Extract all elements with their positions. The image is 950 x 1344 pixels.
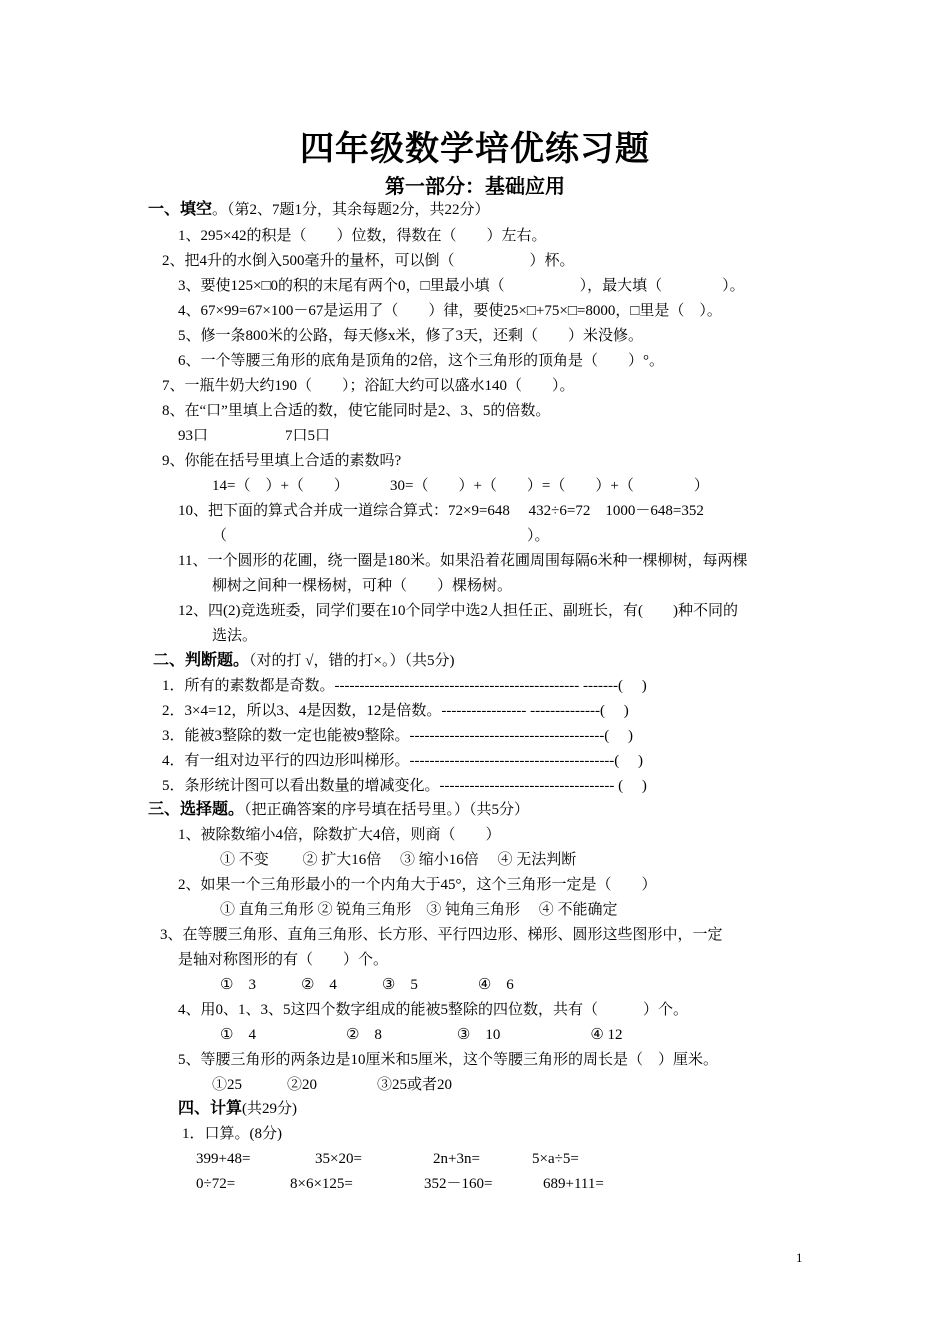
s1-question-2: 2、把4升的水倒入500毫升的量杯，可以倒（ ）杯。 <box>162 253 575 269</box>
s3-question-3-options: ① 3 ② 4 ③ 5 ④ 6 <box>220 977 514 993</box>
s3-question-3-cont: 是轴对称图形的有（ ）个。 <box>178 952 389 968</box>
s1-question-9-item-b: 30=（ ）+（ ）=（ ）+（ ） <box>390 478 709 494</box>
calc-item: 689+111= <box>543 1176 604 1192</box>
s1-question-10: 10、把下面的算式合并成一道综合算式：72×9=648 432÷6=72 1000－648=352 <box>178 503 704 519</box>
calc-item: 352－160= <box>424 1176 493 1192</box>
s3-question-5-options: ①25 ②20 ③25或者20 <box>212 1077 453 1093</box>
s3-question-2: 2、如果一个三角形最小的一个内角大于45°，这个三角形一定是（ ） <box>178 877 657 893</box>
s1-question-1: 1、295×42的积是（ ）位数，得数在（ ）左右。 <box>178 228 547 244</box>
s2-question-5: 5．条形统计图可以看出数量的增减变化。----------------------------------- ( ) <box>162 778 647 794</box>
s1-question-11: 11、一个圆形的花圃，绕一圈是180米。如果沿着花圃周围每隔6米种一棵柳树，每两棵 <box>178 553 748 569</box>
s3-question-5: 5、等腰三角形的两条边是10厘米和5厘米，这个等腰三角形的周长是（ ）厘米。 <box>178 1052 719 1068</box>
calc-item: 8×6×125= <box>290 1176 353 1192</box>
s1-question-9-item-a: 14=（ ）+（ ） <box>212 478 349 494</box>
s2-question-2: 2．3×4=12，所以3、4是因数，12是倍数。----------------- --------------( ) <box>162 703 629 719</box>
s1-question-5: 5、修一条800米的公路，每天修x米，修了3天，还剩（ ）米没修。 <box>178 328 644 344</box>
s2-question-4: 4．有一组对边平行的四边形叫梯形。-----------------------------------------( ) <box>162 753 644 769</box>
s1-question-11-cont: 柳树之间种一棵杨树，可种（ ）棵杨树。 <box>212 578 513 594</box>
section-3-heading: 三、选择题。（把正确答案的序号填在括号里。）（共5分） <box>148 801 530 818</box>
calc-item: 399+48= <box>196 1151 251 1167</box>
s1-question-10-answer: （ ）。 <box>212 528 550 544</box>
s1-question-8-item-a: 93口 <box>178 428 209 444</box>
s2-question-3: 3．能被3整除的数一定也能被9整除。---------------------------------------( ) <box>162 728 634 744</box>
s1-question-3: 3、要使125×□0的积的末尾有两个0，□里最小填（ ），最大填（ ）。 <box>178 278 745 294</box>
calc-item: 2n+3n= <box>433 1151 480 1167</box>
calc-item: 35×20= <box>315 1151 362 1167</box>
s3-question-1: 1、被除数缩小4倍，除数扩大4倍，则商（ ） <box>178 827 501 843</box>
s1-question-12: 12、四(2)竞选班委，同学们要在10个同学中选2人担任正、副班长，有( )种不同的 <box>178 603 738 619</box>
s2-question-1: 1．所有的素数都是奇数。------------------------------------------------- -------( ) <box>162 678 647 694</box>
page-title: 四年级数学培优练习题 <box>300 131 650 168</box>
s1-question-8: 8、在“口”里填上合适的数，使它能同时是2、3、5的倍数。 <box>162 403 551 419</box>
section-1-heading: 一、填空。（第2、7题1分，其余每题2分，共22分） <box>148 201 490 218</box>
calc-item: 0÷72= <box>196 1176 236 1192</box>
s3-question-4: 4、用0、1、3、5这四个数字组成的能被5整除的四位数，共有（ ）个。 <box>178 1002 689 1018</box>
s3-question-3: 3、在等腰三角形、直角三角形、长方形、平行四边形、梯形、圆形这些图形中，一定 <box>160 927 723 943</box>
s3-question-2-options: ① 直角三角形 ② 锐角三角形 ③ 钝角三角形 ④ 不能确定 <box>220 902 618 918</box>
section-4-heading: 四、计算(共29分) <box>178 1100 298 1117</box>
s1-question-8-item-b: 7口5口 <box>285 428 331 444</box>
page-subtitle: 第一部分：基础应用 <box>385 176 565 198</box>
s4-question-1: 1．口算。(8分) <box>182 1126 282 1142</box>
s3-question-1-options: ① 不变 ② 扩大16倍 ③ 缩小16倍 ④ 无法判断 <box>220 852 577 868</box>
s1-question-4: 4、67×99=67×100－67是运用了（ ）律，要使25×□+75×□=8000，□里是（ ）。 <box>178 303 722 319</box>
s1-question-6: 6、一个等腰三角形的底角是顶角的2倍，这个三角形的顶角是（ ）°。 <box>178 353 665 369</box>
s3-question-4-options: ① 4 ② 8 ③ 10 ④ 12 <box>220 1027 623 1043</box>
s1-question-7: 7、一瓶牛奶大约190（ ）；浴缸大约可以盛水140（ ）。 <box>162 378 575 394</box>
s1-question-12-cont: 选法。 <box>212 628 258 644</box>
calc-item: 5×a÷5= <box>532 1151 579 1167</box>
page-number: 1 <box>796 1250 803 1265</box>
section-2-heading: 二、判断题。（对的打 √，错的打×。）（共5分) <box>153 652 455 669</box>
s1-question-9: 9、你能在括号里填上合适的素数吗? <box>162 453 402 469</box>
